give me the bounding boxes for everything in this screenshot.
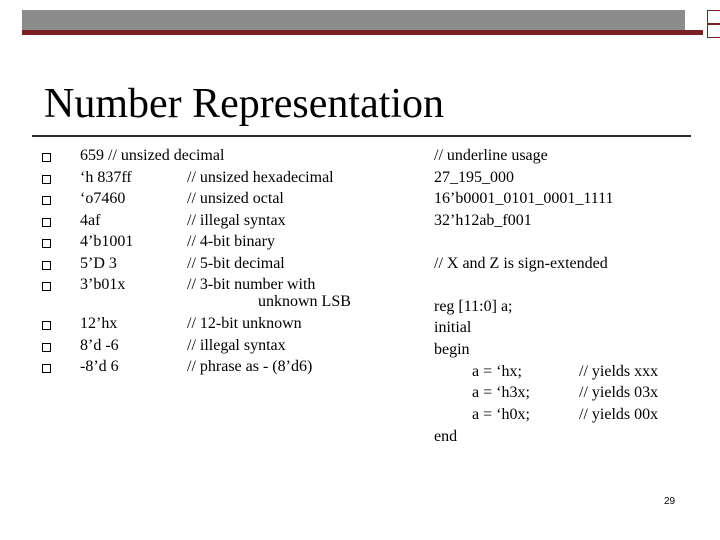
literal-text: 659 // unsized decimal	[80, 147, 225, 164]
bullet-icon	[42, 321, 51, 330]
comment-text: // 12-bit unknown	[187, 315, 302, 332]
page-number: 29	[664, 496, 676, 507]
bullet-icon	[42, 261, 51, 270]
comment-text: // unsized octal	[187, 190, 284, 207]
comment-text: // 4-bit binary	[187, 233, 275, 250]
bullet-icon	[42, 218, 51, 227]
bullet-icon	[42, 343, 51, 352]
literal-text: 12’hx	[80, 315, 118, 332]
literal-text: -8’d 6	[80, 358, 119, 375]
assignment-result: // yields 00x	[579, 406, 659, 423]
top-gray-band	[22, 10, 685, 30]
assignment-result: // yields 03x	[579, 384, 659, 401]
underline-heading: // underline usage	[434, 147, 548, 164]
corner-square-bottom	[707, 24, 720, 38]
literal-text: 8’d -6	[80, 337, 119, 354]
assignment-statement: a = ‘h0x;	[472, 406, 530, 423]
code-end: end	[434, 428, 458, 445]
assignment-result: // yields xxx	[579, 363, 659, 380]
bullet-icon	[42, 239, 51, 248]
title-divider	[32, 135, 691, 137]
bullet-icon	[42, 364, 51, 373]
comment-text: // illegal syntax	[187, 212, 286, 229]
literal-text: 5’D 3	[80, 255, 117, 272]
code-line: reg [11:0] a;	[434, 298, 513, 315]
bullet-icon	[42, 175, 51, 184]
slide-title: Number Representation	[44, 81, 445, 127]
comment-text: // phrase as - (8’d6)	[187, 358, 313, 375]
comment-text: // 5-bit decimal	[187, 255, 285, 272]
comment-text: // illegal syntax	[187, 337, 286, 354]
top-decoration-bar	[22, 10, 703, 37]
literal-text: 4af	[80, 212, 101, 229]
assignment-statement: a = ‘hx;	[472, 363, 522, 380]
literal-text: 4’b1001	[80, 233, 134, 250]
bullet-icon	[42, 153, 51, 162]
assignment-statement: a = ‘h3x;	[472, 384, 530, 401]
code-line: initial	[434, 319, 472, 336]
top-accent-line	[22, 30, 703, 35]
underline-example: 16’b0001_0101_0001_1111	[434, 190, 614, 207]
literal-text: ‘o7460	[80, 190, 126, 207]
comment-continuation: unknown LSB	[258, 293, 351, 310]
comment-text: // unsized hexadecimal	[187, 169, 334, 186]
code-line: begin	[434, 341, 470, 358]
bullet-icon	[42, 196, 51, 205]
underline-example: 32’h12ab_f001	[434, 212, 532, 229]
comment-text: // 3-bit number with	[187, 276, 316, 293]
bullet-icon	[42, 282, 51, 291]
literal-text: ‘h 837ff	[80, 169, 132, 186]
corner-square-top	[707, 10, 720, 24]
sign-extension-note: // X and Z is sign-extended	[434, 255, 608, 272]
underline-example: 27_195_000	[434, 169, 514, 186]
literal-text: 3’b01x	[80, 276, 126, 293]
